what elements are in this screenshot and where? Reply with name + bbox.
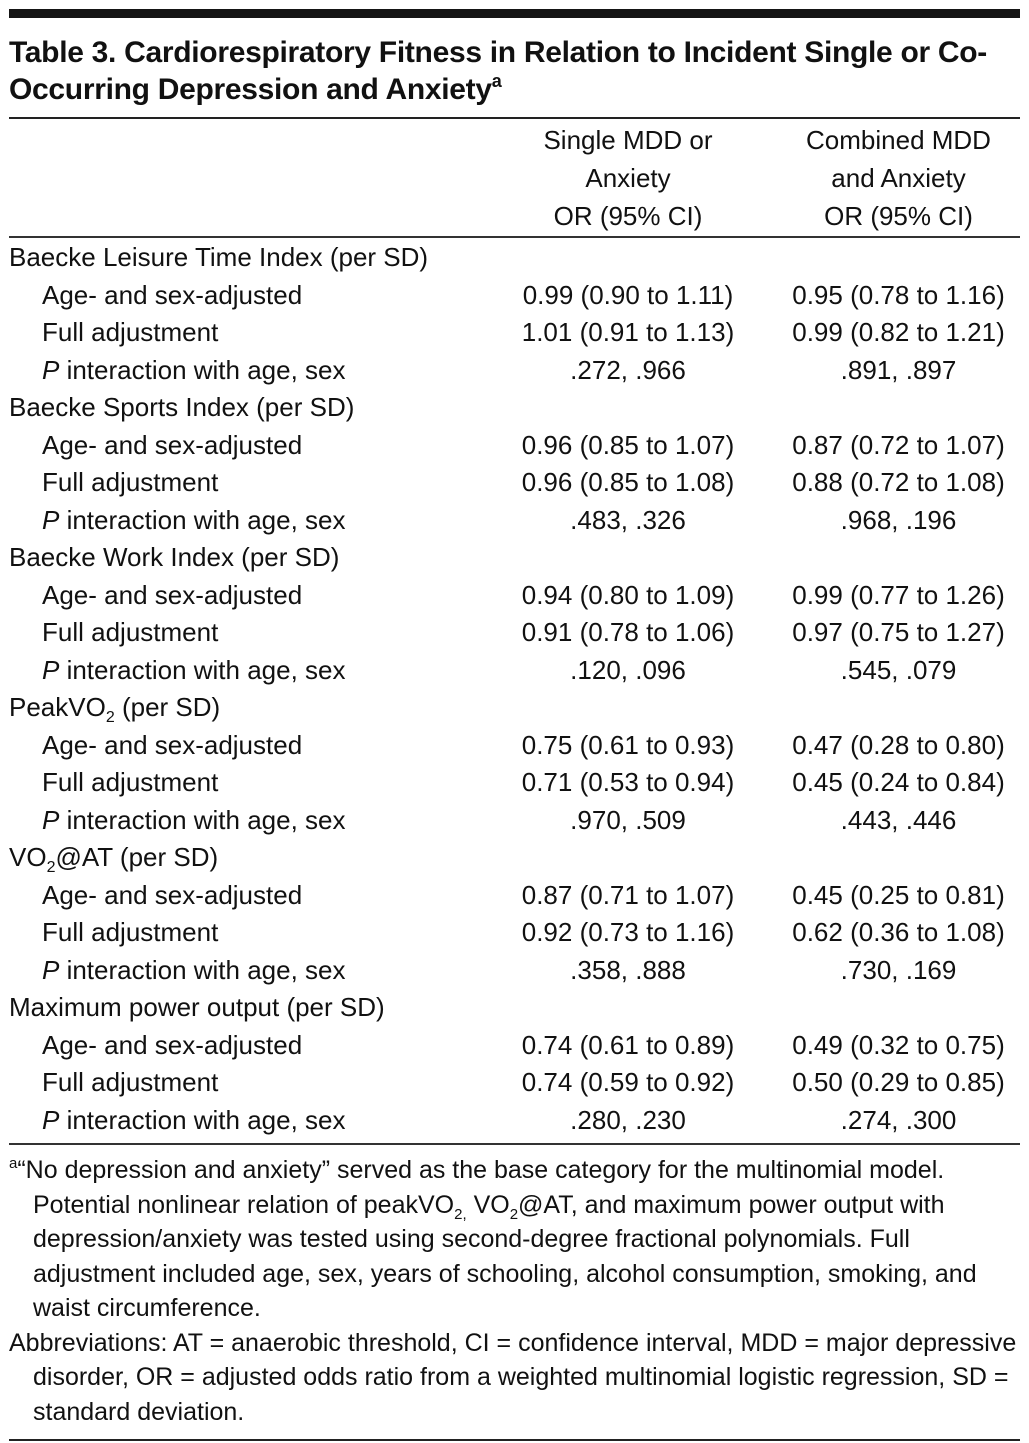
table-row xyxy=(9,952,1020,990)
p-italic: P xyxy=(42,954,60,985)
table-title xyxy=(9,34,1020,108)
row-label: Age- and sex-adjusted xyxy=(42,1029,303,1060)
cell-single: 0.94 (0.80 to 1.09) xyxy=(521,579,735,610)
cell-combined: 0.50 (0.29 to 0.85) xyxy=(792,1067,1005,1097)
group-label: Baecke Sports Index (per SD) xyxy=(9,392,355,422)
cell-combined: 0.88 (0.72 to 1.08) xyxy=(792,467,1005,497)
table-footnotes xyxy=(9,1153,1020,1429)
cell-combined: 0.45 (0.25 to 0.81) xyxy=(792,879,1005,910)
group-header-row xyxy=(9,689,1020,727)
column-header-row xyxy=(9,119,1020,236)
footnote-a-text: “No depression and anxiety” served as the base category for the multinomial model. Potential nonlinear relation of peakVO xyxy=(17,1156,945,1219)
cell-single: 0.75 (0.61 to 0.93) xyxy=(521,729,735,760)
row-label: Full adjustment xyxy=(42,467,219,497)
row-label-text: interaction with age, sex xyxy=(59,654,346,685)
table-row xyxy=(9,314,1020,352)
document-bottom-rule xyxy=(9,1439,1020,1441)
group-header-row xyxy=(9,839,1020,877)
table-row xyxy=(9,877,1020,915)
p-italic: P xyxy=(42,654,60,685)
column-header-combined-line: OR (95% CI) xyxy=(824,201,973,231)
table-row xyxy=(9,1102,1020,1140)
row-label: Age- and sex-adjusted xyxy=(42,429,303,460)
table-row xyxy=(9,614,1020,652)
table-body xyxy=(9,238,1020,1139)
cell-single: 1.01 (0.91 to 1.13) xyxy=(521,317,735,347)
footnote-a-text: VO xyxy=(466,1190,510,1219)
cell-combined: 0.62 (0.36 to 1.08) xyxy=(792,917,1005,947)
column-header-single-line: Anxiety xyxy=(585,163,671,193)
table-row xyxy=(9,802,1020,840)
group-label xyxy=(9,839,218,877)
cell-single: 0.99 (0.90 to 1.11) xyxy=(522,279,734,310)
row-label: Full adjustment xyxy=(42,617,219,647)
group-header-row xyxy=(9,539,1020,577)
row-label-text: interaction with age, sex xyxy=(59,804,346,835)
table-row xyxy=(9,277,1020,315)
row-label: Full adjustment xyxy=(42,1067,219,1097)
cell-single: .120, .096 xyxy=(570,654,686,685)
p-italic: P xyxy=(42,1104,60,1135)
group-label: Baecke Leisure Time Index (per SD) xyxy=(9,242,429,272)
footnote-abbreviations: Abbreviations: AT = anaerobic threshold, CI = confidence interval, MDD = major depressive disorder, OR = adjusted odds ratio from a weighted multinomial logistic regression, SD = standard deviation. xyxy=(9,1328,1017,1426)
cell-single: .970, .509 xyxy=(570,804,686,835)
table-row xyxy=(9,764,1020,802)
row-label: Age- and sex-adjusted xyxy=(42,579,303,610)
row-label: Full adjustment xyxy=(42,917,219,947)
column-header-combined xyxy=(777,121,1020,235)
cell-combined: 0.87 (0.72 to 1.07) xyxy=(792,429,1005,460)
cell-combined: .891, .897 xyxy=(840,354,957,385)
p-italic: P xyxy=(42,354,60,385)
cell-single: 0.96 (0.85 to 1.08) xyxy=(521,467,735,497)
cell-single: .280, .230 xyxy=(570,1104,686,1135)
cell-single: 0.92 (0.73 to 1.16) xyxy=(521,917,735,947)
group-label-text: @AT (per SD) xyxy=(55,842,219,872)
cell-combined: .443, .446 xyxy=(840,804,957,835)
footnote-subscript: 2, xyxy=(454,1205,467,1223)
row-label xyxy=(42,1102,346,1140)
row-label: Age- and sex-adjusted xyxy=(42,279,303,310)
table-row xyxy=(9,652,1020,690)
row-label xyxy=(42,652,346,690)
group-label: Baecke Work Index (per SD) xyxy=(9,542,340,572)
cell-combined: .545, .079 xyxy=(840,654,957,685)
cell-single: .483, .326 xyxy=(570,504,686,535)
cell-combined: 0.99 (0.82 to 1.21) xyxy=(792,317,1005,347)
row-label-text: interaction with age, sex xyxy=(59,504,346,535)
cell-combined: 0.95 (0.78 to 1.16) xyxy=(792,279,1005,310)
row-label: Full adjustment xyxy=(42,767,219,797)
table-row xyxy=(9,727,1020,765)
group-header-row xyxy=(9,239,1020,277)
cell-single: 0.87 (0.71 to 1.07) xyxy=(521,879,735,910)
row-label xyxy=(42,952,346,990)
table-row xyxy=(9,1064,1020,1102)
group-label: Maximum power output (per SD) xyxy=(9,992,385,1022)
row-label: Age- and sex-adjusted xyxy=(42,729,303,760)
group-label-text: (per SD) xyxy=(114,692,221,722)
column-header-single-line: Single MDD or xyxy=(543,125,713,155)
cell-combined: .730, .169 xyxy=(840,954,957,985)
column-header-single-line: OR (95% CI) xyxy=(553,201,703,231)
title-footnote-marker: a xyxy=(491,71,502,91)
table-row xyxy=(9,577,1020,615)
table-row xyxy=(9,427,1020,465)
footnote-a-marker: a xyxy=(9,1155,18,1172)
group-label-text: PeakVO xyxy=(9,692,106,722)
footnote-subscript: 2 xyxy=(509,1205,519,1223)
group-header-row xyxy=(9,389,1020,427)
cell-single: 0.74 (0.59 to 0.92) xyxy=(521,1067,735,1097)
table-row xyxy=(9,1027,1020,1065)
top-heavy-rule xyxy=(9,9,1020,18)
p-italic: P xyxy=(42,504,60,535)
group-label xyxy=(9,689,220,727)
table-title-text: Table 3. Cardiorespiratory Fitness in Relation to Incident Single or Co-Occurring Depression and Anxiety xyxy=(9,36,987,106)
table-bottom-rule xyxy=(9,1143,1020,1145)
cell-single: .272, .966 xyxy=(570,354,686,385)
footnote-a-text: @AT, and maximum power output with depression/anxiety was tested using second-degree fractional polynomials. Full adjustment included age, sex, years of schooling, alcohol consumption, smoking, and waist circumference. xyxy=(33,1190,977,1322)
column-header-combined-line: Combined MDD xyxy=(806,125,991,155)
table-row xyxy=(9,914,1020,952)
group-header-row xyxy=(9,989,1020,1027)
cell-single: 0.91 (0.78 to 1.06) xyxy=(521,617,735,647)
group-label-subscript: 2 xyxy=(46,859,56,876)
table-row xyxy=(9,502,1020,540)
row-label-text: interaction with age, sex xyxy=(59,1104,346,1135)
cell-combined: 0.99 (0.77 to 1.26) xyxy=(792,579,1005,610)
table-document xyxy=(9,9,1020,1441)
table-row xyxy=(9,464,1020,502)
row-label xyxy=(42,802,346,840)
table-row xyxy=(9,352,1020,390)
cell-combined: 0.47 (0.28 to 0.80) xyxy=(792,729,1005,760)
row-label xyxy=(42,502,346,540)
cell-combined: .274, .300 xyxy=(840,1104,957,1135)
row-label: Age- and sex-adjusted xyxy=(42,879,303,910)
cell-single: 0.74 (0.61 to 0.89) xyxy=(521,1029,735,1060)
cell-single: 0.71 (0.53 to 0.94) xyxy=(521,767,735,797)
cell-combined: .968, .196 xyxy=(840,504,957,535)
cell-single: .358, .888 xyxy=(570,954,686,985)
row-label-text: interaction with age, sex xyxy=(59,354,346,385)
cell-combined: 0.49 (0.32 to 0.75) xyxy=(792,1029,1005,1060)
cell-combined: 0.45 (0.24 to 0.84) xyxy=(792,767,1005,797)
column-header-combined-line: and Anxiety xyxy=(831,163,966,193)
group-label-text: VO xyxy=(9,842,47,872)
footnote-a xyxy=(9,1153,1020,1326)
column-header-single xyxy=(509,121,747,235)
row-label-text: interaction with age, sex xyxy=(59,954,346,985)
cell-single: 0.96 (0.85 to 1.07) xyxy=(521,429,735,460)
p-italic: P xyxy=(42,804,60,835)
row-label xyxy=(42,352,346,390)
cell-combined: 0.97 (0.75 to 1.27) xyxy=(792,617,1005,647)
row-label: Full adjustment xyxy=(42,317,219,347)
group-label-subscript: 2 xyxy=(105,709,115,726)
